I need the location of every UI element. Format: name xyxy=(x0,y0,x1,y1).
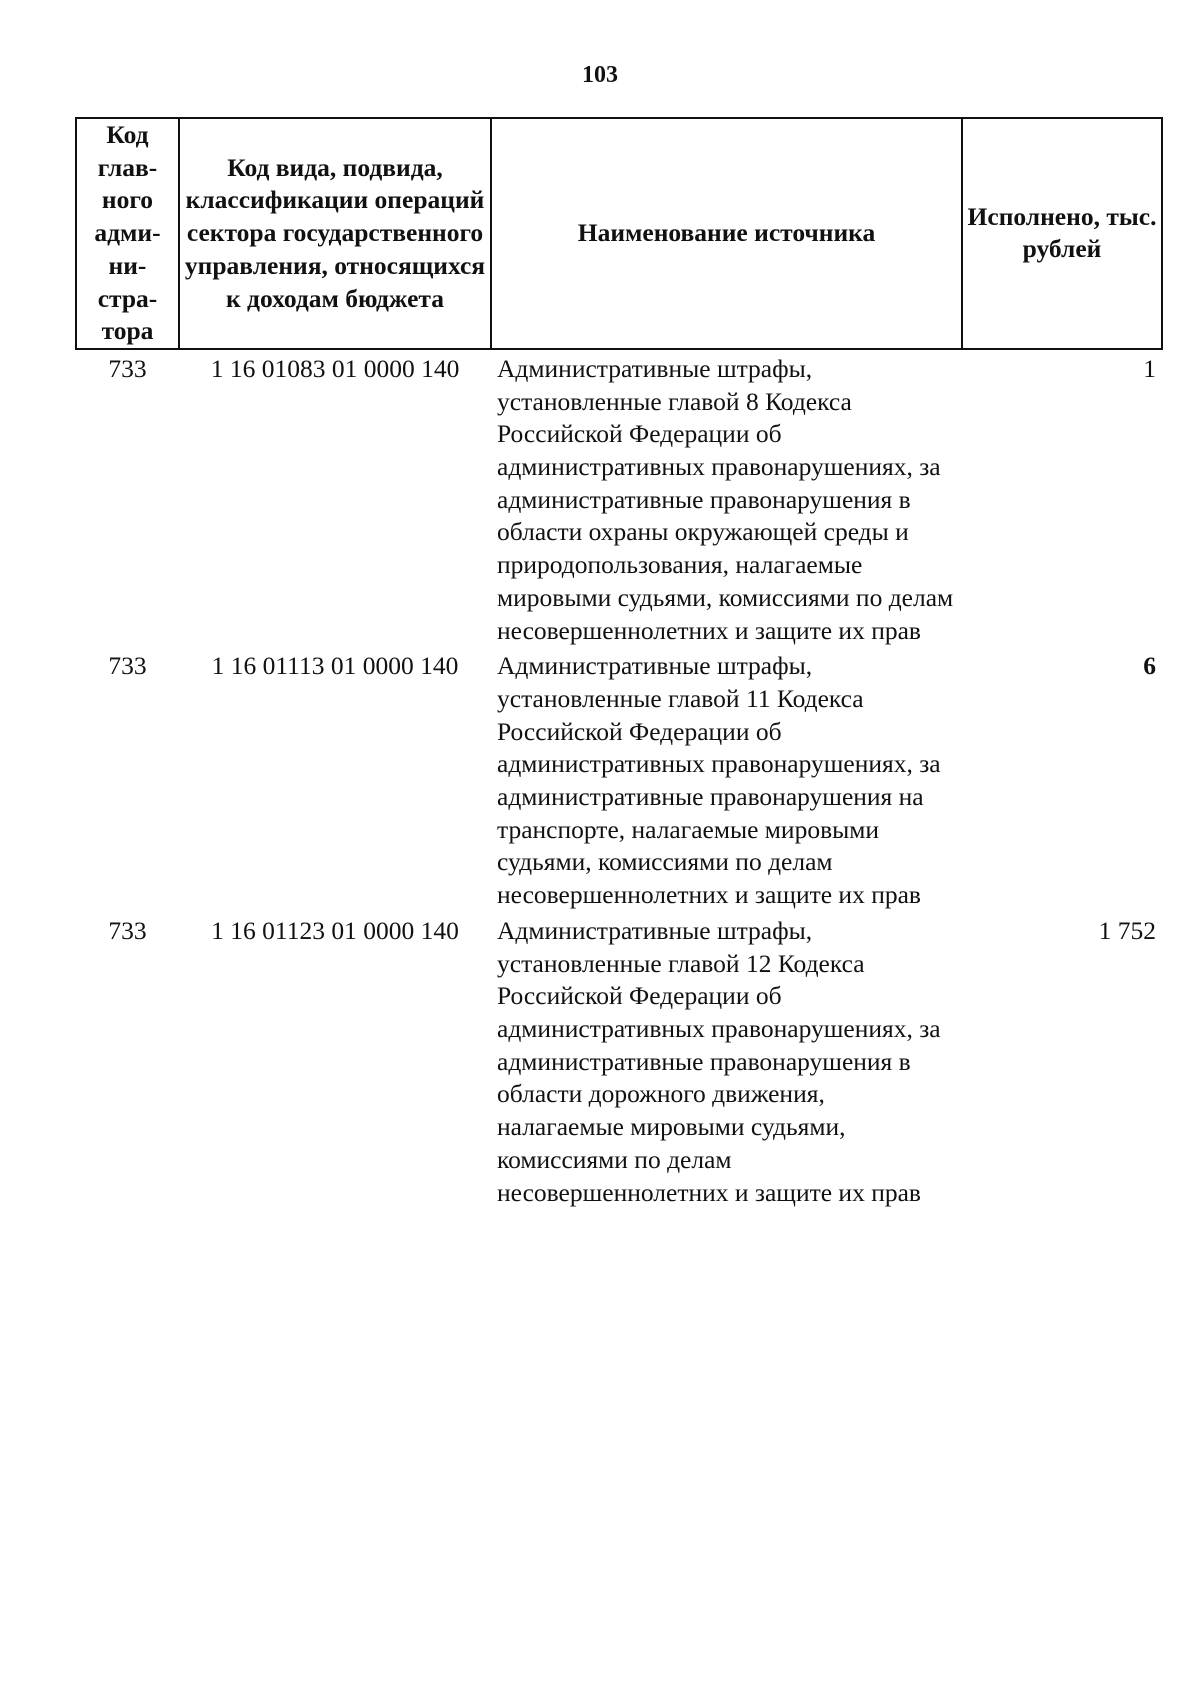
page-number: 103 xyxy=(582,62,618,88)
header-row xyxy=(76,118,1162,349)
table-row xyxy=(76,349,1162,647)
header-source-name: Наименование источника xyxy=(491,118,962,349)
income-sources-table xyxy=(75,117,1163,1209)
source-name-cell: Административные штрафы, установленные главой 11 Кодекса Российской Федерации об административных правонарушениях, за административные правонарушения на транспорте, налагаемые мировыми судьями, комиссиями по делам несовершеннолетних и защите их прав xyxy=(497,651,941,910)
admin-code-cell: 733 xyxy=(108,915,147,945)
amount-cell: 1 xyxy=(1143,353,1156,383)
table-row xyxy=(76,912,1162,1209)
income-code-cell: 1 16 01113 01 0000 140 xyxy=(211,651,459,681)
header-amount: Исполнено, тыс. рублей xyxy=(962,118,1162,349)
source-name-cell: Административные штрафы, установленные главой 12 Кодекса Российской Федерации об административных правонарушениях, за административные правонарушения в области дорожного движения, налагаемые мировыми судьями, комиссиями по делам несовершеннолетних и защите их прав xyxy=(497,915,941,1207)
table-body xyxy=(76,349,1162,1209)
amount-cell: 1 752 xyxy=(1098,915,1156,945)
admin-code-cell: 733 xyxy=(108,651,147,681)
source-name-cell: Административные штрафы, установленные главой 8 Кодекса Российской Федерации об административных правонарушениях, за административные правонарушения в области охраны окружающей среды и природопользования, налагаемые мировыми судьями, комиссиями по делам несовершеннолетних и защите их прав xyxy=(497,353,954,645)
header-admin-code: Код глав-ного адми-ни-стра-тора xyxy=(76,118,179,349)
amount-cell: 6 xyxy=(1143,651,1156,681)
header-income-code: Код вида, подвида, классификации операций сектора государственного управления, относящихся к доходам бюджета xyxy=(179,118,491,349)
income-code-cell: 1 16 01083 01 0000 140 xyxy=(210,353,460,383)
admin-code-cell: 733 xyxy=(108,353,147,383)
income-code-cell: 1 16 01123 01 0000 140 xyxy=(211,915,459,945)
table-row xyxy=(76,647,1162,912)
table-header xyxy=(76,118,1162,349)
